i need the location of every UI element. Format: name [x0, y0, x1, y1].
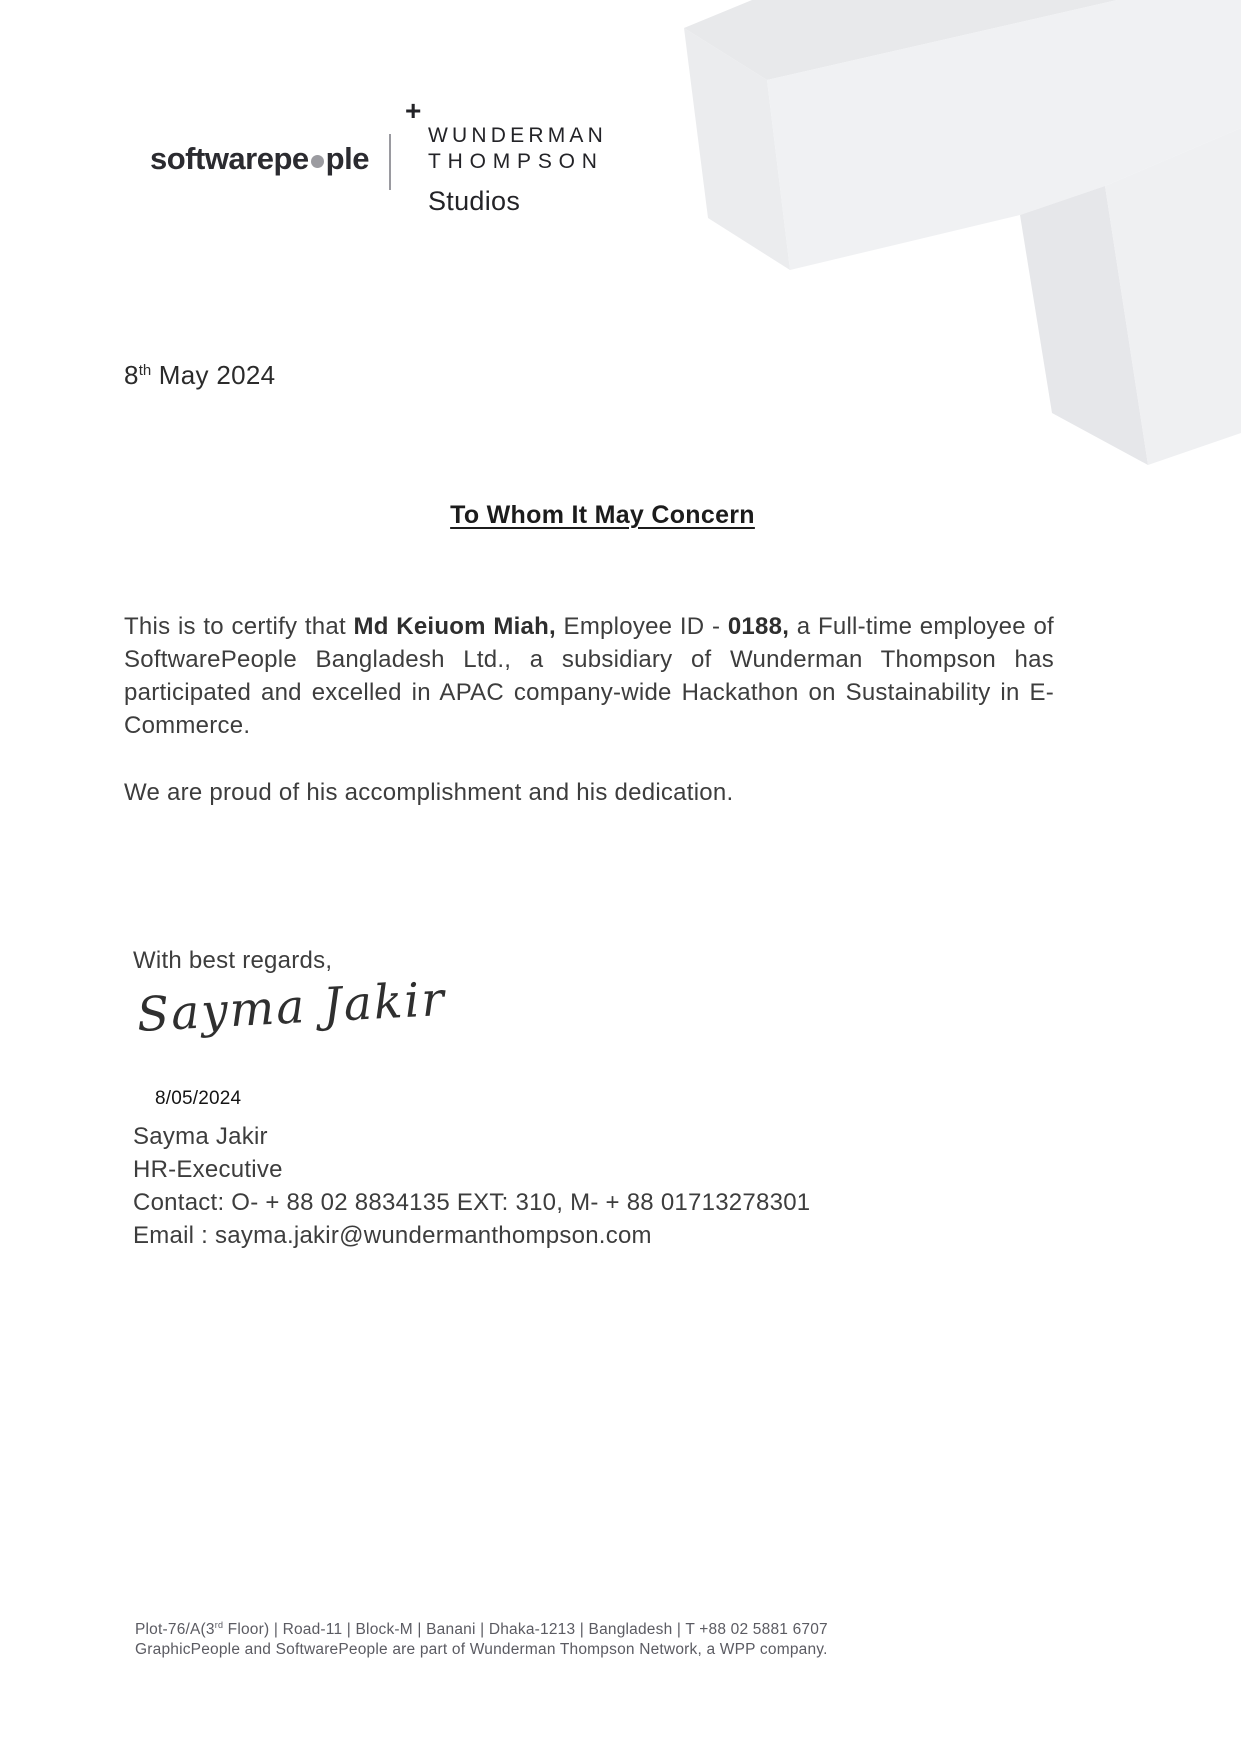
closing-regards: With best regards, — [133, 947, 333, 974]
logo-divider — [389, 134, 391, 190]
signer-role: HR-Executive — [133, 1156, 283, 1183]
letter-title: To Whom It May Concern — [450, 501, 755, 529]
signer-contact: Contact: O- + 88 02 8834135 EXT: 310, M- + 88 01713278301 — [133, 1189, 811, 1216]
footer-address-pre: Plot-76/A(3 — [135, 1621, 215, 1638]
wt-plus-icon: + — [405, 95, 422, 126]
signer-name: Sayma Jakir — [133, 1123, 268, 1150]
signer-block — [133, 1120, 810, 1252]
letter-footer — [135, 1615, 828, 1660]
p1-text-mid: Employee ID - — [555, 613, 728, 640]
body-paragraph-2: We are proud of his accomplishment and his dedication. — [124, 779, 734, 806]
letter-date-ordinal: th — [138, 362, 152, 379]
p1-text-before: This is to certify that — [124, 613, 354, 640]
footer-address-ordinal: rd — [214, 1620, 224, 1630]
wt-logo-studios: Studios — [428, 186, 521, 216]
footer-address-line — [135, 1615, 828, 1640]
softwarepeople-logo-text-left: softwarepe — [150, 141, 309, 176]
wt-logo-line2: THOMPSON — [428, 150, 604, 173]
employee-id: 0188, — [727, 613, 790, 640]
handwritten-signature: Sayma Jakir — [135, 971, 448, 1043]
footer-address-post: Floor) | Road-11 | Block-M | Banani | Dhaka-1213 | Bangladesh | T +88 02 5881 6707 — [223, 1621, 828, 1638]
signer-email: Email : sayma.jakir@wundermanthompson.com — [133, 1222, 652, 1249]
softwarepeople-logo-text-right: ple — [325, 141, 369, 176]
signature-date: 8/05/2024 — [155, 1088, 242, 1109]
footer-network-line: GraphicPeople and SoftwarePeople are part of Wunderman Thompson Network, a WPP company. — [135, 1641, 828, 1658]
softwarepeople-dot-icon — [311, 155, 324, 168]
letter-date-day: 8 — [124, 360, 139, 390]
wt-logo-line1: WUNDERMAN — [428, 124, 607, 147]
body-paragraph-1 — [124, 610, 1054, 742]
p1-text-after: a Full-time employee of SoftwarePeople Bangladesh Ltd., a subsidiary of Wunderman Thompson has participated and excelled in APAC company-wide Hackathon on Sustainability in E-Commerce. — [124, 613, 1054, 739]
letter-date — [124, 360, 275, 391]
letter-date-rest: May 2024 — [151, 360, 276, 390]
softwarepeople-logo — [150, 141, 369, 177]
employee-name: Md Keiuom Miah, — [353, 613, 556, 640]
